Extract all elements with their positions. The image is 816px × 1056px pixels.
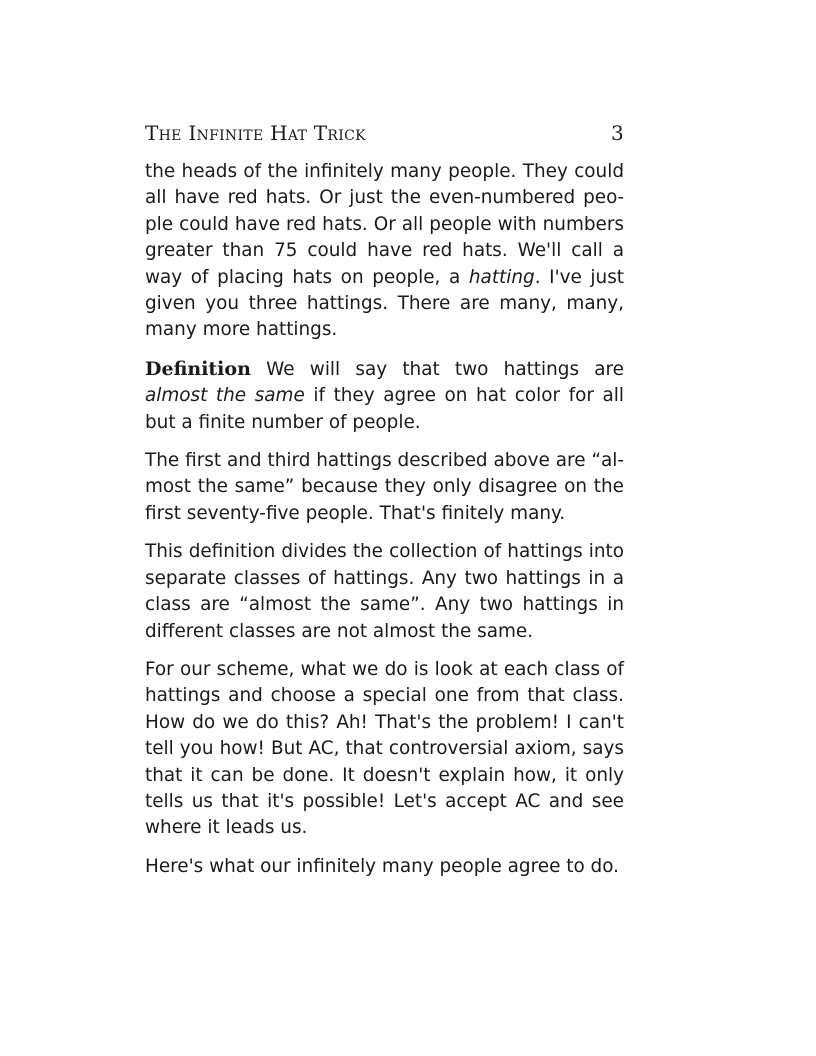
definition-label: Definition xyxy=(145,357,251,380)
running-head-title: The Infinite Hat Trick xyxy=(145,121,366,145)
paragraph-scheme: For our scheme, what we do is look at each class of hattings and choose a special one from that class. How do we do this? Ah! That's the problem! I can't tell you how! But AC, that controversial axiom, says that it can be done. It doesn't explain how, it only tells us that it's possible! Let's accept AC and see where it leads us. xyxy=(145,658,624,839)
paragraph-text: . I've just given you three hattings. There are many, many, many more hattings. xyxy=(145,266,624,341)
definition-paragraph xyxy=(145,356,624,436)
definition-text: if they agree on hat color for all but a finite number of people. xyxy=(145,385,625,433)
paragraph-text: the heads of the infinitely many people. They could all have red hats. Or just the even-numbered people could have red hats. Or all people with numbers greater than 75 could have red hats. We'll call a way of placing hats on people, a xyxy=(145,161,624,288)
paragraph-first-third: The first and third hattings described above are “almost the same” because they only disagree on the first seventy-five people. That's finitely many. xyxy=(145,450,624,524)
body-text xyxy=(145,159,624,892)
paragraph-hattings-intro xyxy=(145,159,624,344)
definition-text: We will say that two hattings are xyxy=(250,358,624,380)
paragraph-agreement: Here's what our infinitely many people agree to do. xyxy=(145,855,619,877)
running-head xyxy=(145,121,624,147)
emphasis-almost-the-same: almost the same xyxy=(145,385,305,407)
emphasis-hatting: hatting xyxy=(468,266,535,288)
paragraph-classes: This definition divides the collection of hattings into separate classes of hattings. Any two hattings in a class are “almost the same”. Any two hattings in different classes are not almost the same. xyxy=(145,541,624,642)
page-number: 3 xyxy=(610,121,624,145)
